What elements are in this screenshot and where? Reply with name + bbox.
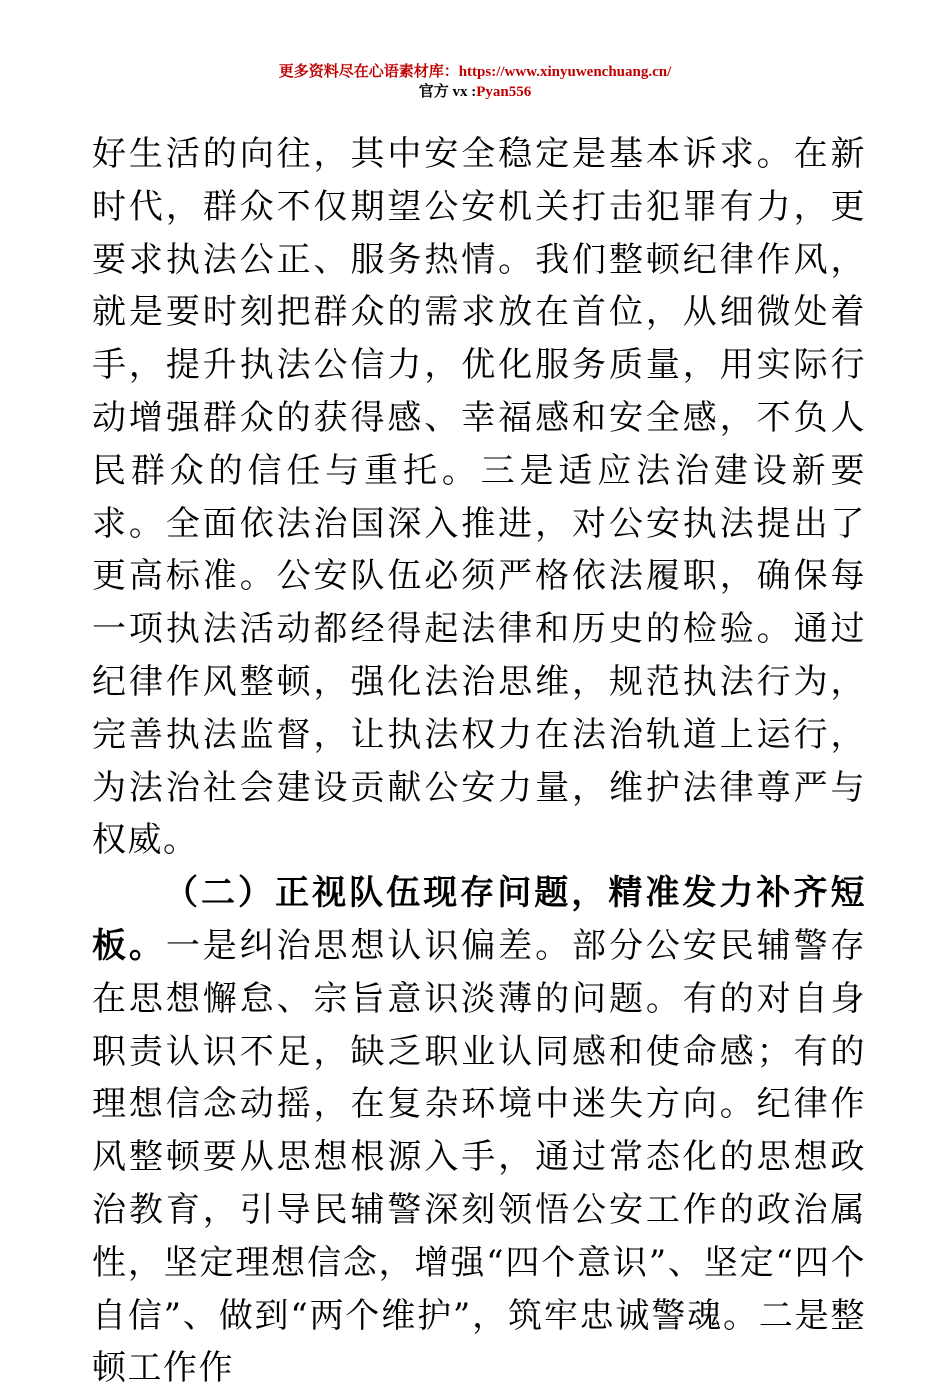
header-vx-id: Pyan556 [476, 84, 532, 100]
watermark-header [0, 62, 950, 102]
header-site-url: https://www.xinyuwenchuang.cn/ [458, 64, 672, 80]
paragraph-2 [92, 867, 866, 1395]
header-vx-line [0, 82, 950, 102]
header-vx-label: 官方 vx : [418, 84, 477, 100]
document-body [92, 128, 866, 1395]
header-site-prefix: 更多资料尽在心语素材库： [278, 64, 459, 80]
paragraph-1: 好生活的向往，其中安全稳定是基本诉求。在新时代，群众不仅期望公安机关打击犯罪有力，更要求执法公正、服务热情。我们整顿纪律作风，就是要时刻把群众的需求放在首位，从细微处着手，提升执法公信力，优化服务质量，用实际行动增强群众的获得感、幸福感和安全感，不负人民群众的信任与重托。三是适应法治建设新要求。全面依法治国深入推进，对公安执法提出了更高标准。公安队伍必须严格依法履职，确保每一项执法活动都经得起法律和历史的检验。通过纪律作风整顿，强化法治思维，规范执法行为，完善执法监督，让执法权力在法治轨道上运行，为法治社会建设贡献公安力量，维护法律尊严与权威。 [92, 134, 866, 861]
header-site-line [0, 62, 950, 82]
paragraph-2-text: 一是纠治思想认识偏差。部分公安民辅警存在思想懈怠、宗旨意识淡薄的问题。有的对自身职责认识不足，缺乏职业认同感和使命感；有的理想信念动摇，在复杂环境中迷失方向。纪律作风整顿要从思想根源入手，通过常态化的思想政治教育，引导民辅警深刻领悟公安工作的政治属性，坚定理想信念，增强“四个意识”、坚定“四个自信”、做到“两个维护”，筑牢忠诚警魂。二是整顿工作作 [92, 925, 867, 1389]
section-heading: （二）正视队伍现存问题，精准发力补齐短板。 [92, 873, 866, 966]
